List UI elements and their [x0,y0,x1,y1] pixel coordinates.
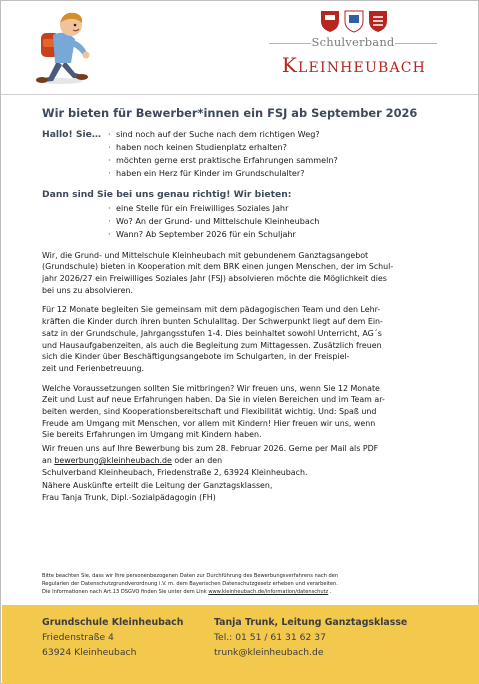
org-label: Schulverband [311,35,395,49]
text-line: jahr 2026/27 ein Freiwilliges Soziales Jahr (FSJ) absolvieren möchte die Möglichkeit dies [42,274,387,284]
text-line: Frau Tanja Trunk, Dipl.-Sozialpädagogin (FH) [42,492,216,502]
text-line: zeit und Ferienbetreuung. [42,363,144,373]
list-item [42,141,444,154]
text-line: Für 12 Monate begleiten Sie gemeinsam mit dem pädagogischen Team und den Lehr- [42,305,381,315]
text-line: Wir, die Grund- und Mittelschule Kleinheubach mit gebundenem Ganztagsangebot [42,250,369,260]
list-item [42,167,444,180]
text-line: Regularien der Datenschutzgrundverordnung i.V. m. dem Bayerischen Datenschutzgesetz erheben und verarbeiten. [42,581,338,587]
text-line: und Hausaufgabenzeiten, als auch die Begleitung zum Mittagessen. Zusätzlich freuen [42,340,382,350]
list-item-text: haben ein Herz für Kinder im Grundschulalter? [116,168,305,179]
footer-school-address [42,615,183,660]
text-line: Wir freuen uns auf Ihre Bewerbung bis zum 28. Februar 2026. Gerne per Mail als PDF [42,444,379,454]
bullet-icon: · [108,155,111,165]
bullet-icon: · [108,128,111,139]
list-item-text: sind noch auf der Suche nach dem richtigen Weg? [116,128,320,139]
footer-contact-name: Tanja Trunk, Leitung Ganztagsklasse [214,617,408,628]
text-line: Schulverband Kleinheubach, Friedenstraße 2, 63924 Kleinheubach. [42,467,308,477]
paragraph-requirements [42,383,444,442]
text-line: beiten werden, sind Kooperationsbereitschaft und Flexibilität wichtig. Und: Spaß und [42,407,377,417]
footer [2,605,479,684]
list-item-text: haben noch keinen Studienplatz erhalten? [116,141,287,152]
list-item [42,128,444,141]
footer-school-name: Grundschule Kleinheubach [42,617,184,628]
list-item [108,228,444,241]
application-email-link[interactable]: bewerbung@kleinheubach.de [54,455,172,465]
text-line: sich die Kinder über Beschäftigungsangebote im Schulgarten, in der Freispiel- [42,352,350,362]
text-line: Sie bereits Erfahrungen im Umgang mit Kindern haben. [42,430,262,440]
text-line: Freude am Umgang mit Menschen, vor allem mit Kindern! Hier freuen wir uns, wenn [42,418,376,428]
offer-heading: Dann sind Sie bei uns genau richtig! Wir bieten: [42,189,292,201]
header [1,1,478,94]
text-fragment: an [42,455,55,465]
paragraph-intro [42,250,444,297]
paragraph-application [42,443,444,478]
list-item [108,202,444,215]
text-line: Bitte beachten Sie, dass wir Ihre personenbezogenen Daten zur Durchführung des Bewerbungsverfahrens nach den [42,573,339,579]
list-item [42,154,444,167]
list-item-text: Wo? An der Grund- und Mittelschule Kleinheubach [116,216,320,227]
footer-phone[interactable]: Tel.: 01 51 / 61 31 62 37 [214,632,326,643]
footer-city: 63924 Kleinheubach [42,647,137,658]
text-line: Welche Voraussetzungen sollten Sie mitbringen? Wir freuen uns, wenn Sie 12 Monate [42,383,380,393]
text-line: Zeit und Lust auf neue Erfahrungen haben. Da Sie in vielen Bereichen und im Team ar- [42,395,385,405]
text-line: kräften die Kinder durch ihren bunten Schulalltag. Der Schwerpunkt liegt auf dem Ein- [42,317,383,327]
bullet-icon: · [108,216,111,227]
divider-line [395,43,437,44]
bullet-icon: · [108,203,111,213]
footer-contact [214,615,407,660]
text-line: satz in der Grundschule, Jahrgangsstufen 1-4. Dies beinhaltet sowohl Unterricht, AG´s [42,328,382,338]
footer-street: Friedenstraße 4 [42,632,114,643]
text-fragment: Die Informationen nach Art.13 DSGVO finden Sie unter dem Link [42,589,209,595]
list-item [108,215,444,228]
intro-lead: Hallo! Sie… [42,128,102,140]
list-item-text: Wann? Ab September 2026 für ein Schuljahr [116,229,296,240]
list-item-text: eine Stelle für ein Freiwilliges Soziales Jahr [116,203,289,213]
town-logo-text: Kleinheubach [281,53,427,77]
coat-of-arms-icon [319,9,389,33]
main-content [42,108,444,512]
bullet-icon: · [108,168,111,179]
paragraph-tasks [42,304,444,374]
page-title: Wir bieten für Bewerber*innen ein FSJ ab September 2026 [42,106,418,120]
text-line: (Grundschule) bieten in Kooperation mit dem BRK einen jungen Menschen, der im Schul- [42,262,394,272]
paragraph-contact [42,480,444,503]
list-item-text: möchten gerne erst praktische Erfahrungen sammeln? [116,155,338,165]
privacy-notice [42,572,462,596]
bullet-icon: · [108,141,111,152]
privacy-link[interactable]: www.kleinheubach.de/information/datenschutz [208,589,329,595]
text-fragment: oder an den [171,455,223,465]
schoolchild-mascot-icon [31,9,103,87]
intro-questions [42,128,444,181]
text-line [42,588,462,596]
text-line: Nähere Auskünfte erteilt die Leitung der Ganztagsklassen, [42,481,273,491]
text-fragment: . [328,589,332,595]
footer-email-link[interactable]: trunk@kleinheubach.de [214,647,324,658]
text-line: bei uns zu absolvieren. [42,285,133,295]
text-line [42,455,444,467]
header-divider [1,94,478,95]
bullet-icon: · [108,229,111,240]
offer-list [108,202,444,242]
